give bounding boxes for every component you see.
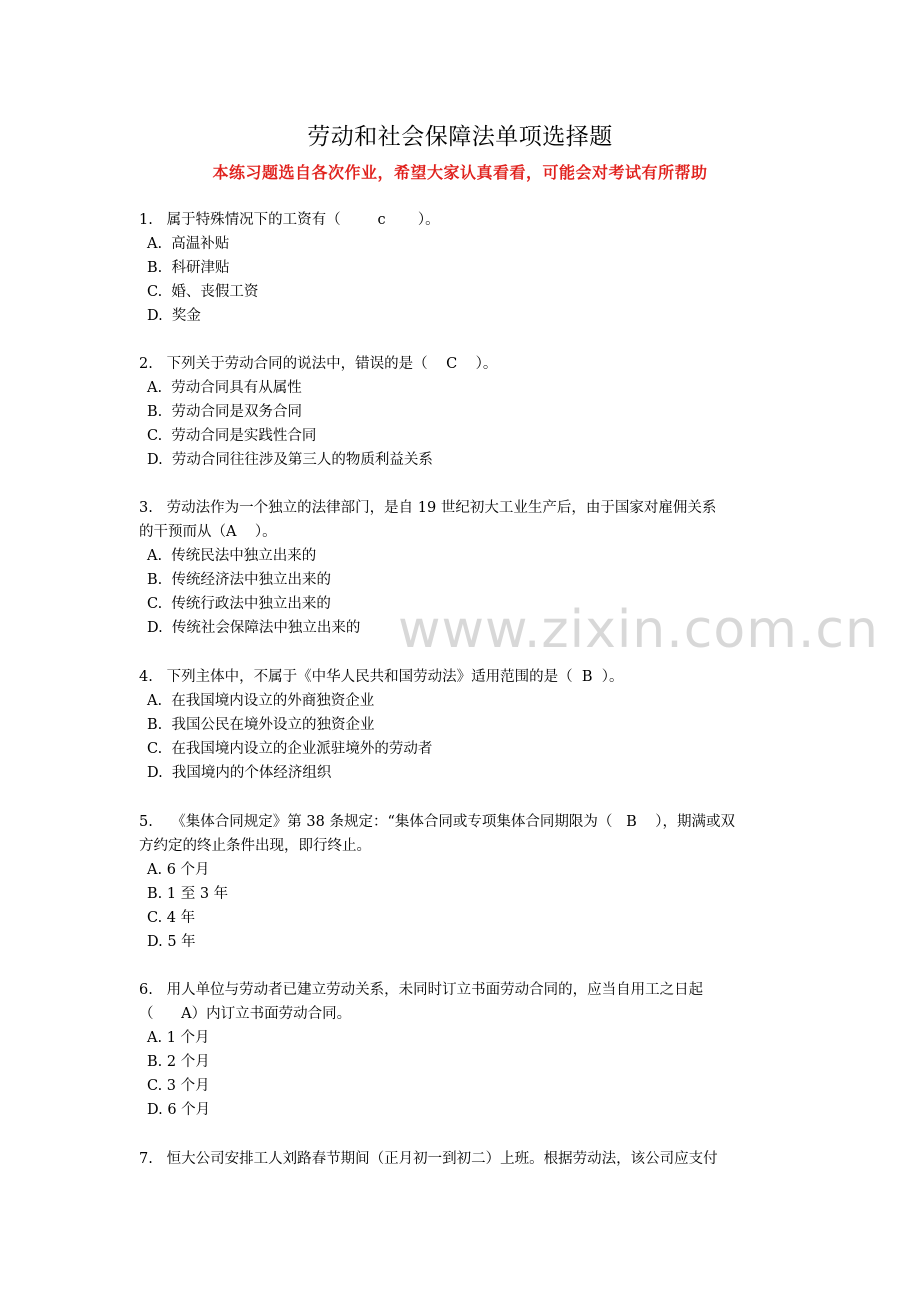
option-a: A. 1 个月 [147,1030,210,1046]
option-a: A. 6 个月 [147,862,210,878]
option-d: D. 传统社会保障法中独立出来的 [147,620,361,636]
question-text: 1. 属于特殊情况下的工资有（ c ）。 [139,212,440,228]
option-d: D. 6 个月 [147,1102,211,1118]
option-b: B. 2 个月 [147,1054,210,1070]
option-b: B. 劳动合同是双务合同 [147,404,302,420]
question-text: 2. 下列关于劳动合同的说法中，错误的是（ C ）。 [139,356,498,372]
question-6 [139,978,784,1122]
option-d: D. 我国境内的个体经济组织 [147,765,332,781]
question-text-continued: 方约定的终止条件出现，即行终止。 [139,838,371,854]
option-a: A. 劳动合同具有从属性 [147,380,302,396]
option-c: C. 在我国境内设立的企业派驻境外的劳动者 [147,741,433,757]
option-d: D. 劳动合同往往涉及第三人的物质利益关系 [147,452,433,468]
question-text-continued: 的干预而从（A ）。 [139,524,277,540]
question-text: 3. 劳动法作为一个独立的法律部门，是自 19 世纪初大工业生产后，由于国家对雇佣关系 [139,500,717,516]
question-2 [139,352,784,472]
question-7 [139,1147,784,1171]
option-b: B. 我国公民在境外设立的独资企业 [147,717,375,733]
option-c: C. 3 个月 [147,1078,210,1094]
option-c: C. 婚、丧假工资 [147,284,259,300]
option-d: D. 奖金 [147,308,201,324]
question-text: 5. 《集体合同规定》第 38 条规定：“集体合同或专项集体合同期限为（ B ），期满或双 [139,814,736,830]
question-3 [139,496,784,640]
option-a: A. 在我国境内设立的外商独资企业 [147,693,375,709]
question-text: 7. 恒大公司安排工人刘路春节期间（正月初一到初二）上班。根据劳动法，该公司应支付 [139,1151,718,1167]
option-b: B. 传统经济法中独立出来的 [147,572,331,588]
question-text: 6. 用人单位与劳动者已建立劳动关系，未同时订立书面劳动合同的，应当自用工之日起 [139,982,704,998]
question-text: 4. 下列主体中，不属于《中华人民共和国劳动法》适用范围的是（ B ）。 [139,669,624,685]
document-title: 劳动和社会保障法单项选择题 [307,124,613,150]
option-c: C. 劳动合同是实践性合同 [147,428,317,444]
option-c: C. 传统行政法中独立出来的 [147,596,331,612]
question-text-continued: （ A）内订立书面劳动合同。 [139,1006,352,1022]
question-4 [139,665,784,785]
option-c: C. 4 年 [147,910,196,926]
question-1 [139,208,784,328]
document-subtitle: 本练习题选自各次作业，希望大家认真看看，可能会对考试有所帮助 [212,163,708,182]
option-b: B. 1 至 3 年 [147,886,229,902]
question-5 [139,810,784,954]
option-d: D. 5 年 [147,934,196,950]
option-a: A. 高温补贴 [147,236,230,252]
option-b: B. 科研津贴 [147,260,230,276]
option-a: A. 传统民法中独立出来的 [147,548,317,564]
watermark-text: www.zixin.com.cn [398,600,879,660]
